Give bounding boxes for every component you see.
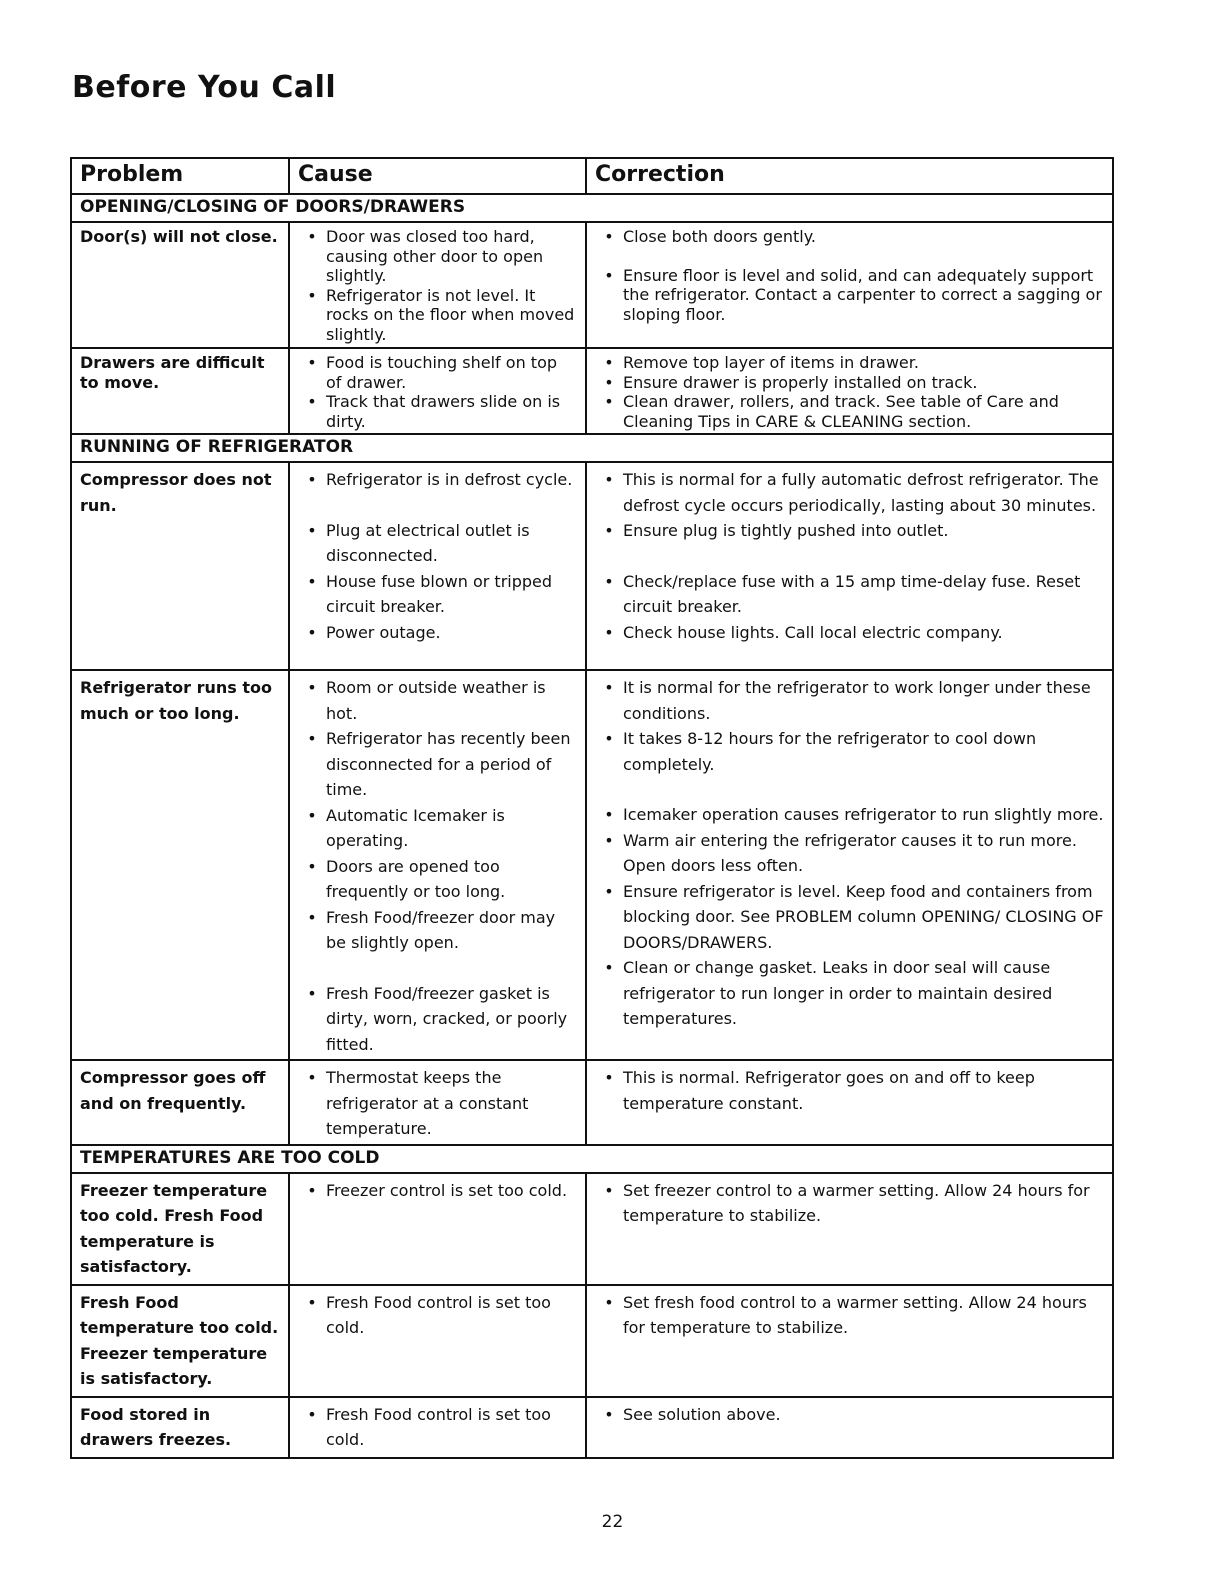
cause-cell	[289, 1060, 586, 1145]
page-number: 22	[601, 1512, 624, 1532]
table-row	[71, 1397, 1113, 1458]
cause-item: • Refrigerator is in defrost cycle.	[298, 467, 577, 493]
table-row	[71, 348, 1113, 434]
correction-cell	[586, 222, 1113, 348]
table-row	[71, 1173, 1113, 1285]
correction-item: • Ensure drawer is properly installed on track.	[595, 373, 1104, 393]
bullet-icon: •	[604, 622, 614, 642]
problem-cell: Compressor does not run.	[71, 462, 289, 670]
bullet-icon: •	[604, 1292, 614, 1312]
bullet-icon: •	[604, 372, 614, 392]
correction-cell	[586, 1173, 1113, 1285]
bullet-icon: •	[307, 856, 317, 876]
correction-item: • Ensure floor is level and solid, and can adequately support the refrigerator. Contact a carpenter to correct a sagging or sloping floor.	[595, 266, 1104, 325]
bullet-icon: •	[604, 678, 614, 697]
bullet-icon: •	[604, 805, 614, 824]
problem-cell: Refrigerator runs too much or too long.	[71, 670, 289, 1060]
correction-item: • Warm air entering the refrigerator causes it to run more. Open doors less often.	[595, 828, 1104, 879]
correction-item: • Remove top layer of items in drawer.	[595, 353, 1104, 373]
cause-cell	[289, 462, 586, 670]
problem-cell: Door(s) will not close.	[71, 222, 289, 348]
table-row	[71, 222, 1113, 348]
bullet-icon: •	[604, 1068, 614, 1087]
section-row	[71, 1145, 1113, 1173]
table-row	[71, 1285, 1113, 1397]
correction-cell	[586, 1060, 1113, 1145]
correction-item: • It is normal for the refrigerator to work longer under these conditions.	[595, 675, 1104, 726]
cause-cell	[289, 670, 586, 1060]
section-title: OPENING/CLOSING OF DOORS/DRAWERS	[71, 194, 1113, 222]
bullet-icon: •	[307, 907, 317, 927]
bullet-icon: •	[604, 571, 614, 591]
cause-cell	[289, 1173, 586, 1285]
correction-item: • This is normal for a fully automatic defrost refrigerator. The defrost cycle occurs periodically, lasting about 30 minutes.	[595, 467, 1104, 518]
problem-cell: Fresh Food temperature too cold. Freezer temperature is satisfactory.	[71, 1285, 289, 1397]
cause-item: • Door was closed too hard, causing other door to open slightly.	[298, 227, 577, 286]
cause-item: • Automatic Icemaker is operating.	[298, 803, 577, 854]
correction-cell	[586, 1285, 1113, 1397]
cause-item: • Freezer control is set too cold.	[298, 1178, 577, 1204]
bullet-icon: •	[307, 678, 317, 697]
bullet-icon: •	[604, 881, 614, 901]
bullet-icon: •	[307, 1068, 317, 1087]
correction-cell	[586, 462, 1113, 670]
bullet-icon: •	[604, 729, 614, 748]
bullet-icon: •	[307, 285, 317, 305]
table-row	[71, 1060, 1113, 1145]
page-title: Before You Call	[72, 70, 337, 105]
bullet-icon: •	[604, 353, 614, 372]
cause-item: • Power outage.	[298, 620, 577, 646]
cause-item: • Thermostat keeps the refrigerator at a constant temperature.	[298, 1065, 577, 1142]
cause-item: • Doors are opened too frequently or too long.	[298, 854, 577, 905]
bullet-icon: •	[307, 729, 317, 748]
bullet-icon: •	[307, 470, 317, 489]
bullet-icon: •	[307, 353, 317, 372]
table-row	[71, 670, 1113, 1060]
correction-item: • Icemaker operation causes refrigerator to run slightly more.	[595, 802, 1104, 828]
section-title: TEMPERATURES ARE TOO COLD	[71, 1145, 1113, 1173]
cause-cell	[289, 222, 586, 348]
header-row	[71, 158, 1113, 194]
correction-cell	[586, 1397, 1113, 1458]
correction-item: • See solution above.	[595, 1402, 1104, 1428]
correction-cell	[586, 348, 1113, 434]
bullet-icon: •	[604, 1404, 614, 1424]
bullet-icon: •	[604, 470, 614, 489]
table-row	[71, 462, 1113, 670]
cause-cell	[289, 1397, 586, 1458]
correction-item: • Clean drawer, rollers, and track. See table of Care and Cleaning Tips in CARE & CLEANING section.	[595, 392, 1104, 431]
problem-cell: Food stored in drawers freezes.	[71, 1397, 289, 1458]
bullet-icon: •	[307, 1404, 317, 1424]
correction-item: • It takes 8-12 hours for the refrigerator to cool down completely.	[595, 726, 1104, 777]
header-cause: Cause	[289, 158, 586, 194]
correction-item: • Set fresh food control to a warmer setting. Allow 24 hours for temperature to stabilize.	[595, 1290, 1104, 1341]
section-row	[71, 434, 1113, 462]
problem-cell: Compressor goes off and on frequently.	[71, 1060, 289, 1145]
cause-item: • House fuse blown or tripped circuit breaker.	[298, 569, 577, 620]
correction-cell	[586, 670, 1113, 1060]
cause-cell	[289, 348, 586, 434]
cause-cell	[289, 1285, 586, 1397]
correction-item: • Set freezer control to a warmer setting. Allow 24 hours for temperature to stabilize.	[595, 1178, 1104, 1229]
bullet-icon: •	[307, 622, 317, 642]
bullet-icon: •	[604, 958, 614, 977]
bullet-icon: •	[604, 1180, 614, 1200]
bullet-icon: •	[604, 392, 614, 411]
bullet-icon: •	[307, 571, 317, 591]
bullet-icon: •	[307, 392, 317, 411]
bullet-icon: •	[307, 1292, 317, 1312]
section-title: RUNNING OF REFRIGERATOR	[71, 434, 1113, 462]
problem-cell: Drawers are difficult to move.	[71, 348, 289, 434]
cause-item: • Fresh Food control is set too cold.	[298, 1290, 577, 1341]
header-correction: Correction	[586, 158, 1113, 194]
cause-item: • Track that drawers slide on is dirty.	[298, 392, 577, 431]
bullet-icon: •	[307, 520, 317, 540]
bullet-icon: •	[307, 805, 317, 825]
correction-item: • Ensure plug is tightly pushed into outlet.	[595, 518, 1104, 544]
correction-item: • Check house lights. Call local electric company.	[595, 620, 1104, 646]
correction-item: • Close both doors gently.	[595, 227, 1104, 247]
bullet-icon: •	[604, 830, 614, 850]
cause-item: • Fresh Food/freezer door may be slightly open.	[298, 905, 577, 956]
cause-item: • Plug at electrical outlet is disconnected.	[298, 518, 577, 569]
cause-item: • Refrigerator has recently been disconnected for a period of time.	[298, 726, 577, 803]
cause-item: • Food is touching shelf on top of drawer.	[298, 353, 577, 392]
cause-item: • Fresh Food control is set too cold.	[298, 1402, 577, 1453]
correction-item: • This is normal. Refrigerator goes on and off to keep temperature constant.	[595, 1065, 1104, 1116]
problem-cell: Freezer temperature too cold. Fresh Food temperature is satisfactory.	[71, 1173, 289, 1285]
correction-item: • Clean or change gasket. Leaks in door seal will cause refrigerator to run longer in order to maintain desired temperatures.	[595, 955, 1104, 1032]
correction-item: • Check/replace fuse with a 15 amp time-delay fuse. Reset circuit breaker.	[595, 569, 1104, 620]
section-row	[71, 194, 1113, 222]
cause-item: • Fresh Food/freezer gasket is dirty, worn, cracked, or poorly fitted.	[298, 981, 577, 1058]
cause-item: • Refrigerator is not level. It rocks on the floor when moved slightly.	[298, 286, 577, 345]
header-problem: Problem	[71, 158, 289, 194]
bullet-icon: •	[307, 1180, 317, 1200]
bullet-icon: •	[307, 983, 317, 1003]
cause-item: • Room or outside weather is hot.	[298, 675, 577, 726]
troubleshooting-table	[70, 157, 1114, 1459]
bullet-icon: •	[604, 265, 614, 285]
bullet-icon: •	[604, 521, 614, 540]
bullet-icon: •	[604, 227, 614, 246]
correction-item: • Ensure refrigerator is level. Keep food and containers from blocking door. See PROBLEM column OPENING/ CLOSING OF DOORS/DRAWERS.	[595, 879, 1104, 956]
bullet-icon: •	[307, 227, 317, 246]
